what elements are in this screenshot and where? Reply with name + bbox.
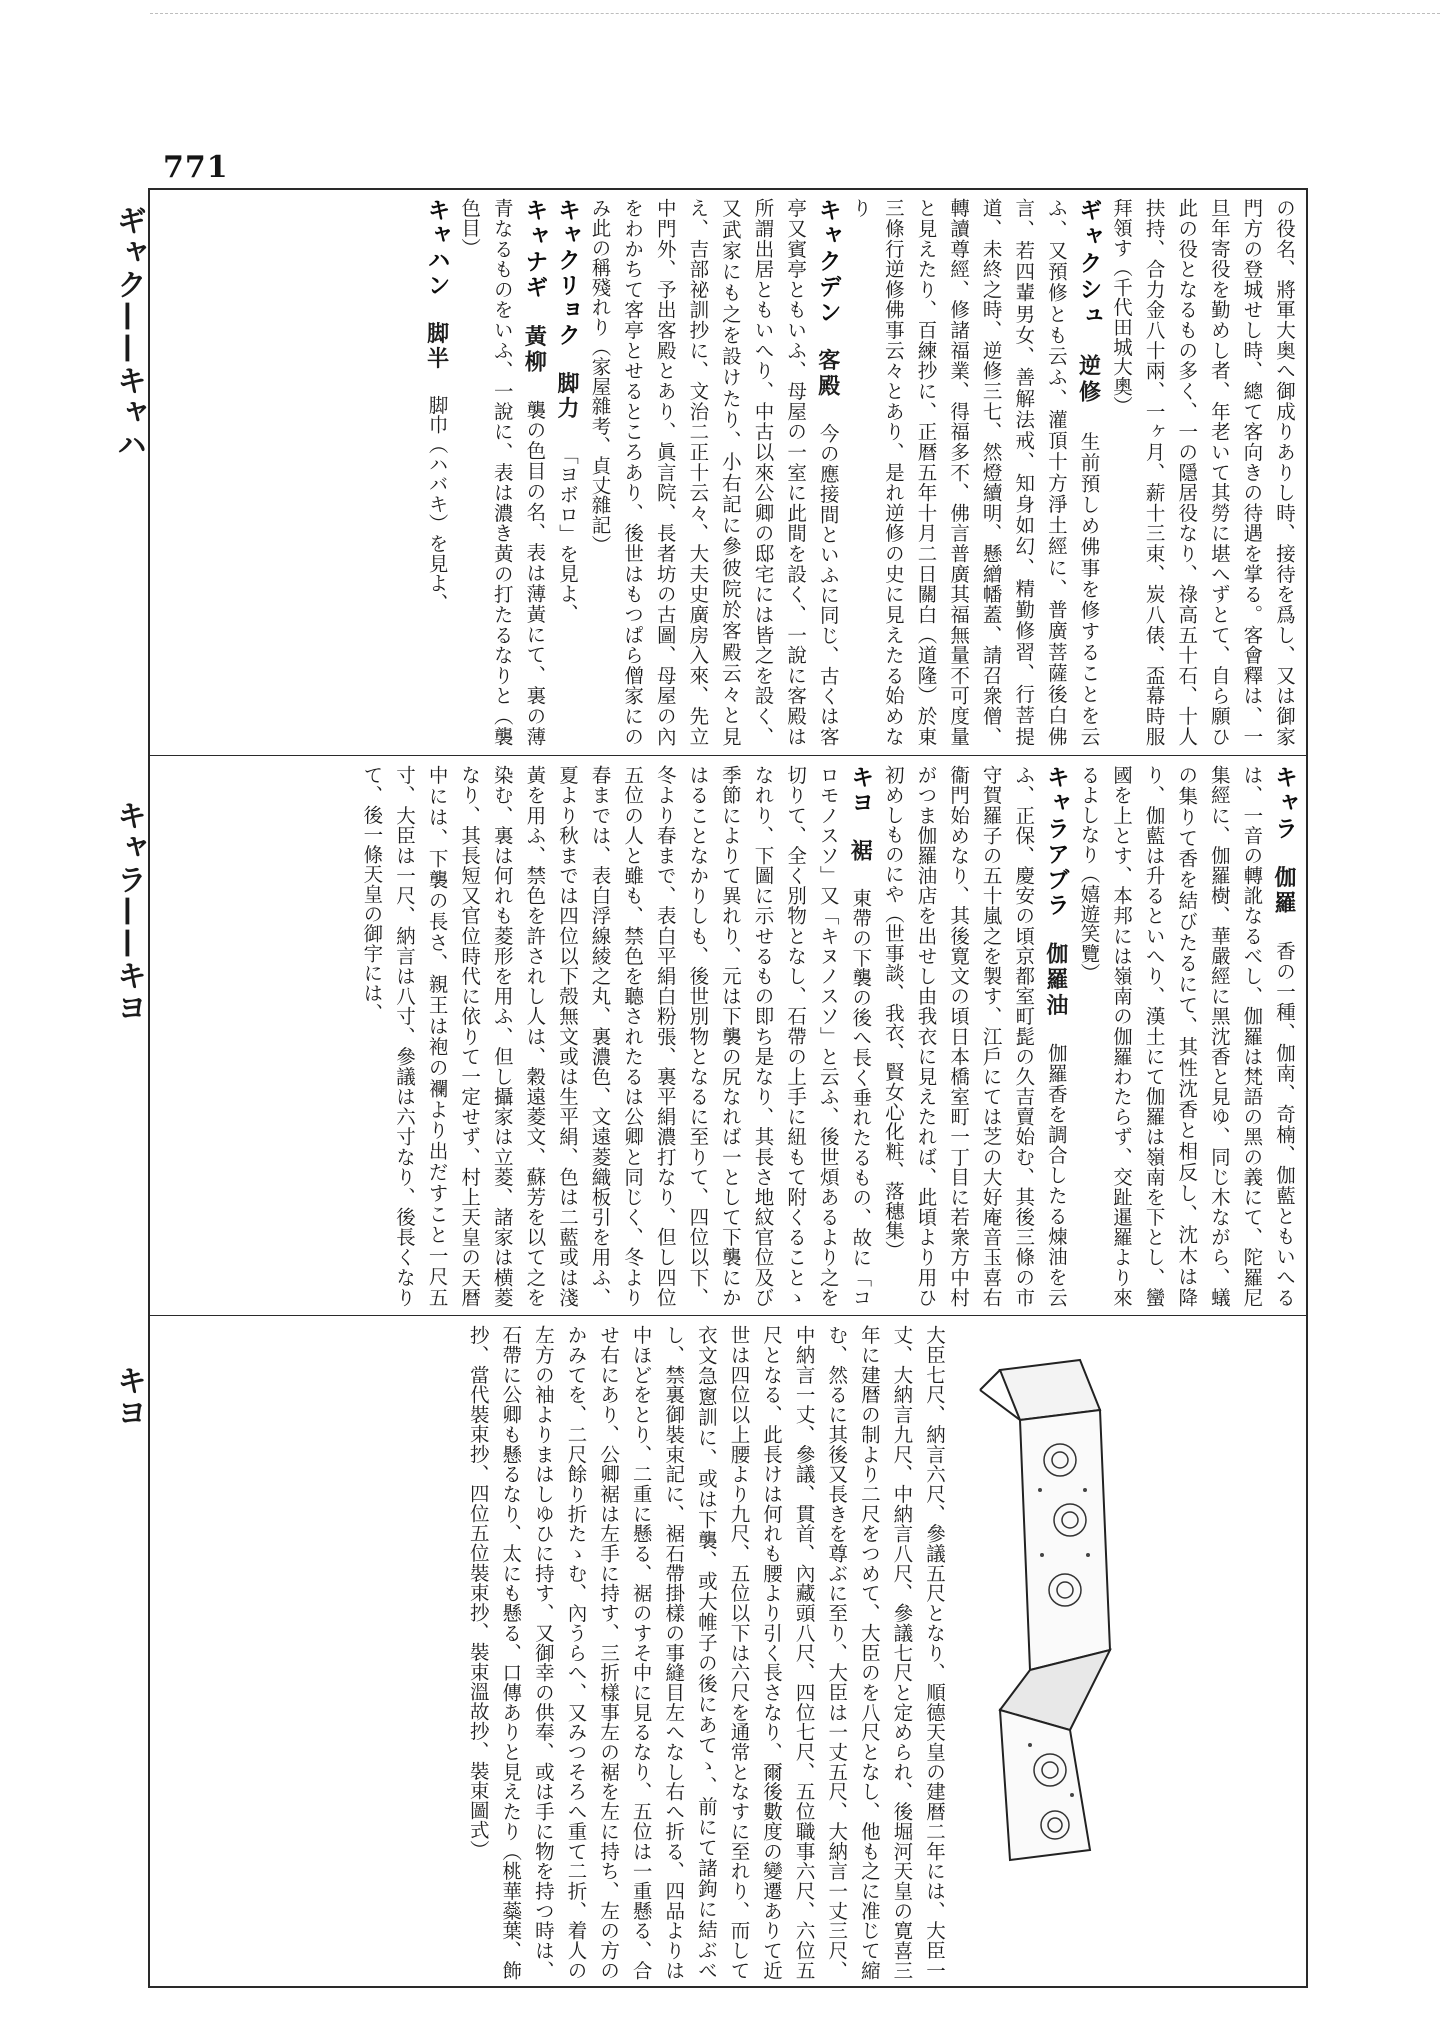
entry-kanji: 伽羅油 <box>1042 941 1069 1019</box>
entry-kanji: 伽羅 <box>1271 865 1297 917</box>
running-head-sec2: キャラ——キヨ <box>111 800 146 1024</box>
entry-body: 生前預しめ佛事を修することを云ふ、又預修とも云ふ、灌頂十方淨土經に、普廣菩薩後白佛言、若四輩男女、善解法戒、知身如幻、精勤修習、行菩提道、未終之時、逆修三七、然燈續明、懸繒幡蓋、請召衆僧、轉讀尊經、修諸福業、得福多不、佛言普廣其福無量不可度量と見えたり、百練抄に、正暦五年十月二日關白（道隆）於東三條行逆修佛事云々とあり、是れ逆修の史に見えたる始めなり <box>849 198 1101 746</box>
page-number: 771 <box>163 150 229 185</box>
entry-headword: キヨ <box>847 765 874 816</box>
entry-kyahan <box>420 198 453 746</box>
entry-body: 今の應接間といふに同じ、古くは客亭又賓亭ともいふ、母屋の一室に此間を設く、一說に客殿は所謂出居ともいへり、中古以來公卿の邸宅には皆之を設く、又武家にも之を設けたり、小右記に參彼院於客殿云々と見え、吉部祕訓抄に、文治二正十云々、大夫史廣房入來、先立中門外、予出客殿とあり、眞言院、長者坊の古圖、母屋の內をわかちて客亭とせるところあり、後世はもつぱら僧家にのみ此の稱殘れり（家屋雜考、貞丈雜記） <box>588 198 840 746</box>
entry-body: の役名、將軍大奥へ御成りありし時、接待を爲し、又は御家門方の登城せし時、總て客向きの待遇を掌る。客會釋は、一旦年寄役を勤めし者、年老いて其勞に堪へずとて、自ら願ひ此の役となるもの多く、一の隱居役なり、祿高五十石、十人扶持、合力金八十兩、一ヶ月、薪十三束、炭八俵、盃幕時服拜領す（千代田城大奧） <box>1110 198 1296 746</box>
entry-kyanagi <box>453 198 551 746</box>
entry-continued <box>461 1325 950 1980</box>
entry-kanji: 裾 <box>847 838 874 865</box>
entry-headword: キャハン <box>423 198 450 298</box>
entry-body: 襲の色目の名、表は薄黃にて、裏の薄青なるものをいふ、一說に、表は濃き黃の打たるなりと（襲色目） <box>458 198 547 746</box>
entry-headword: キャラアブラ <box>1042 765 1069 919</box>
entry-headword: キャラ <box>1271 765 1297 842</box>
section-3 <box>158 1325 950 1980</box>
entry-gyakushu <box>844 198 1105 746</box>
running-head-sec3: キヨ <box>111 1365 146 1429</box>
entry-kanji: 脚力 <box>553 371 580 422</box>
section-1 <box>158 198 1300 746</box>
entry-kanji: 逆修 <box>1075 352 1102 407</box>
entry-kanji: 黃柳 <box>521 323 548 376</box>
entry-kyakuden <box>583 198 844 746</box>
running-head-sec1: ギャク——キャハ <box>111 205 146 461</box>
entry-kyo <box>355 765 877 1307</box>
entry-headword: キャナギ <box>521 198 548 301</box>
top-rule <box>150 13 1440 14</box>
entry-body: 大臣七尺、納言六尺、參議五尺となり、順德天皇の建暦二年には、大臣一丈、大納言九尺、中納言八尺、參議七尺と定められ、後堀河天皇の寛喜三年に建暦の制より二尺をつめて、大臣のを八尺となし、他も之に准じて縮む、然るに其後又長きを尊ぶに至り、大臣は一丈五尺、大納言一丈三尺、中納言一丈、參議、貫首、內藏頭八尺、四位七尺、五位職事六尺、六位五尺となる、此長けは何れも腰より引く長さなり、爾後數度の變遷ありて近世は四位以上腰より九尺、五位以下は六尺を通常となすに至れり、而して衣文急窻訓に、或は下襲、或大帷子の後にあてゝ、前にて諸鉤に結ぶべし、禁裏御裝束記に、裾石帶掛樣の事縫目左へなし右へ折る、四品よりは中ほどをとり、二重に懸る、裾のすそ中に見るなり、五位は一重懸る、合せ右にあり、公卿裾は左手に持す、三折樣事左の裾を左に持ち、左の方のかみてを、二尺餘り折たゝむ、內うらへ、又みつそろへ重て二折、着人の左方の袖よりまはしゆひに持す、又御幸の供奉、或は手に物を持つ時は、石帶に公卿も懸るなり、太にも懸る、口傳ありと見えたり（桃華蘂葉、飾抄、當代裝束抄、四位五位裝束抄、裝束溫故抄、裝束圖式） <box>466 1325 946 1980</box>
kyo-train-illustration <box>960 1350 1120 1870</box>
entry-body: 「ヨボロ」を見よ、 <box>555 444 579 623</box>
entry-body: 脚巾（ハバキ）を見よ、 <box>425 394 449 613</box>
entry-headword: ギャクシュ <box>1075 198 1102 330</box>
entry-kyakuryoku <box>550 198 583 746</box>
section-divider-upper <box>150 755 1308 756</box>
entry-body: 香の一種、伽南、奇楠、伽藍ともいへるは、一音の轉訛なるべし、伽羅は梵語の黑の義にて、陀羅尼集經に、伽羅樹、華嚴經に黑沈香と見ゆ、同じ木ながら、蟻の集りて香を結びたるにて、其性沈香と相反し、沈木は降り、伽藍は升るといへり、漢土にて伽羅は嶺南を下とし、蠻國を上とす、本邦には嶺南の伽羅わたらず、交趾暹羅より來るよしなり（嬉遊笑覽） <box>1077 765 1296 1307</box>
section-2 <box>158 765 1300 1307</box>
entry-kanji: 脚半 <box>423 321 450 372</box>
entry-kyara <box>1072 765 1300 1307</box>
entry-headword: キャクリョク <box>553 198 580 348</box>
entry-body: 伽羅香を調合したる煉油を云ふ、正保、慶安の頃京都室町髭の久吉賣始む、其後三條の市守賀羅子の五十嵐之を製す、江戶にては芝の大好庵音玉喜右衞門始めなり、其後寛文の頃日本橋室町一丁目に若衆方中村がつま伽羅油店を出せし由我衣に見えたれば、此頃より用ひ初めしものにや（世事談、我衣、賢女心化粧、落穗集） <box>881 765 1068 1307</box>
entry-continued <box>1104 198 1300 746</box>
entry-headword: キャクデン <box>814 198 841 325</box>
entry-kanji: 客殿 <box>814 348 841 400</box>
entry-body: 東帶の下襲の後へ長く垂れたるもの、故に「コロモノスソ」又「キヌノスソ」と云ふ、後世煩あるより之を切りて、全く別物となし、石帶の上手に紐もて附くることゝなれり、下圖に示せるもの即ち是なり、其長さ地紋官位及び季節によりて異れり、元は下襲の尻なれば一として下襲にかはることなかりしも、後世別物となるに至りて、四位以下、冬より春まで、表白平絹白粉張、裏平絹濃打なり、但し四位五位の人と雖も、禁色を聽されたるは公卿と同じく、冬より春までは、表白浮線綾之丸、裏濃色、文遠菱織板引を用ふ、夏より秋までは四位以下殻無文或は生平絹、色は二藍或は淺黃を用ふ、禁色を許されし人は、穀遠菱文、蘇芳を以て之を染む、裏は何れも菱形を用ふ、但し攝家は立菱、諸家は横菱なり、其長短又官位時代に依りて一定せず、村上天皇の天暦中には、下襲の長さ、親王は袍の襴より出だすこと一尺五寸、大臣は一尺、納言は八寸、參議は六寸なり、後長くなりて、後一條天皇の御宇には、 <box>360 765 873 1307</box>
section-divider-lower <box>150 1315 1308 1316</box>
entry-kyara-abura <box>876 765 1072 1307</box>
